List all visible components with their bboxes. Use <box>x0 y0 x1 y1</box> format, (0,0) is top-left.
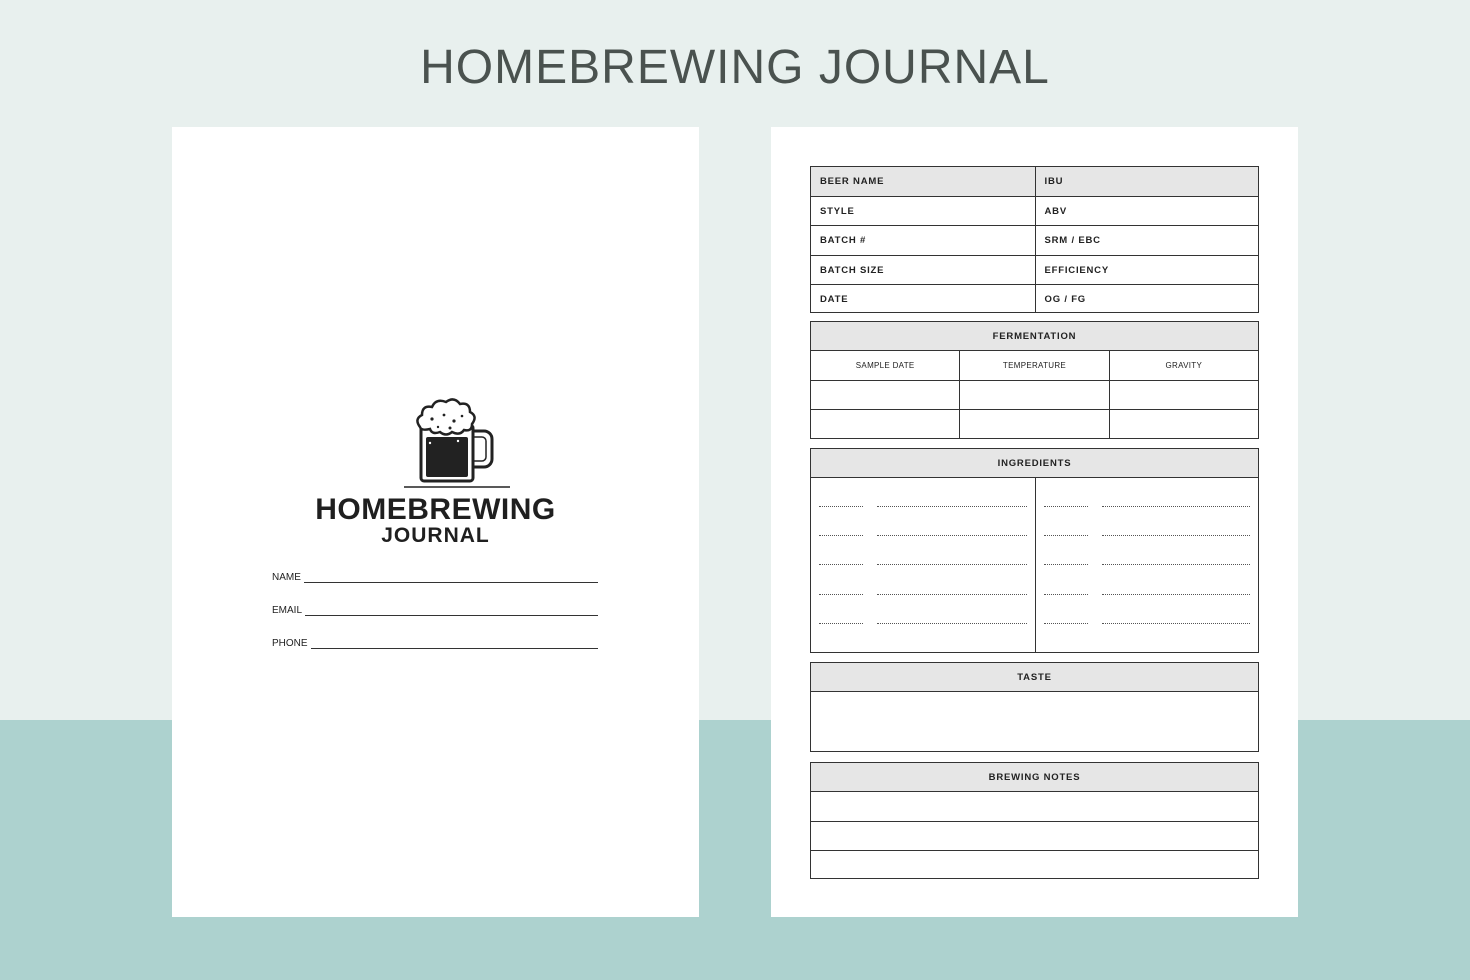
batch-number-cell[interactable]: BATCH # <box>820 235 867 247</box>
srm-ebc-cell[interactable]: SRM / EBC <box>1035 226 1259 254</box>
cover-title: HOMEBREWING <box>315 493 556 526</box>
batch-size-cell[interactable]: BATCH SIZE <box>820 264 885 276</box>
list-item[interactable] <box>811 555 1035 584</box>
fermentation-table <box>810 321 1259 439</box>
list-item[interactable] <box>811 585 1035 614</box>
notes-line[interactable] <box>811 792 1258 821</box>
name-field[interactable] <box>272 568 598 584</box>
email-label: EMAIL <box>272 605 303 616</box>
temperature-input[interactable] <box>959 410 1108 438</box>
list-item[interactable] <box>1036 614 1259 643</box>
list-item[interactable] <box>1036 555 1259 584</box>
notes-line[interactable] <box>811 821 1258 850</box>
sample-date-input[interactable] <box>811 410 959 438</box>
ibu-cell[interactable]: IBU <box>1035 167 1259 196</box>
list-item[interactable] <box>811 614 1035 643</box>
cover-subtitle: JOURNAL <box>381 524 490 547</box>
ingredients-column-left <box>811 478 1035 652</box>
phone-line[interactable] <box>311 648 598 649</box>
taste-header: TASTE <box>811 663 1258 692</box>
sample-date-input[interactable] <box>811 381 959 409</box>
brewing-notes-header: BREWING NOTES <box>811 763 1258 792</box>
email-field[interactable] <box>272 601 598 617</box>
table-row <box>811 409 1258 438</box>
table-row <box>811 380 1258 409</box>
info-row <box>811 167 1258 196</box>
page-title: HOMEBREWING JOURNAL <box>420 41 1050 94</box>
gravity-column: GRAVITY <box>1109 351 1258 380</box>
cover-page <box>172 127 699 917</box>
fermentation-column-headers <box>811 351 1258 380</box>
list-item[interactable] <box>1036 526 1259 555</box>
beer-mug-icon <box>402 397 512 489</box>
brewing-notes-section <box>810 762 1259 879</box>
info-row <box>811 225 1258 254</box>
temperature-input[interactable] <box>959 381 1108 409</box>
list-item[interactable] <box>811 526 1035 555</box>
log-page <box>771 127 1298 917</box>
fermentation-header: FERMENTATION <box>811 322 1258 351</box>
taste-input-area[interactable] <box>811 692 1258 751</box>
gravity-input[interactable] <box>1109 410 1258 438</box>
notes-line[interactable] <box>811 850 1258 879</box>
info-row <box>811 255 1258 284</box>
ingredients-column-right <box>1035 478 1259 652</box>
list-item[interactable] <box>1036 497 1259 526</box>
ingredients-header: INGREDIENTS <box>811 449 1258 478</box>
taste-section <box>810 662 1259 752</box>
ingredients-body <box>811 478 1258 652</box>
abv-cell[interactable]: ABV <box>1035 197 1259 225</box>
phone-label: PHONE <box>272 638 308 649</box>
phone-field[interactable] <box>272 634 598 650</box>
name-label: NAME <box>272 572 301 583</box>
list-item[interactable] <box>811 497 1035 526</box>
temperature-column: TEMPERATURE <box>959 351 1108 380</box>
style-cell[interactable]: STYLE <box>820 206 855 218</box>
email-line[interactable] <box>305 615 598 616</box>
og-fg-cell[interactable]: OG / FG <box>1035 285 1259 313</box>
ingredients-table <box>810 448 1259 653</box>
list-item[interactable] <box>1036 585 1259 614</box>
info-row <box>811 196 1258 225</box>
info-row <box>811 284 1258 313</box>
beer-info-table <box>810 166 1259 313</box>
efficiency-cell[interactable]: EFFICIENCY <box>1035 256 1259 284</box>
sample-date-column: SAMPLE DATE <box>855 361 915 370</box>
name-line[interactable] <box>304 582 598 583</box>
gravity-input[interactable] <box>1109 381 1258 409</box>
date-cell[interactable]: DATE <box>820 293 849 305</box>
beer-name-cell[interactable]: BEER NAME <box>820 176 885 187</box>
